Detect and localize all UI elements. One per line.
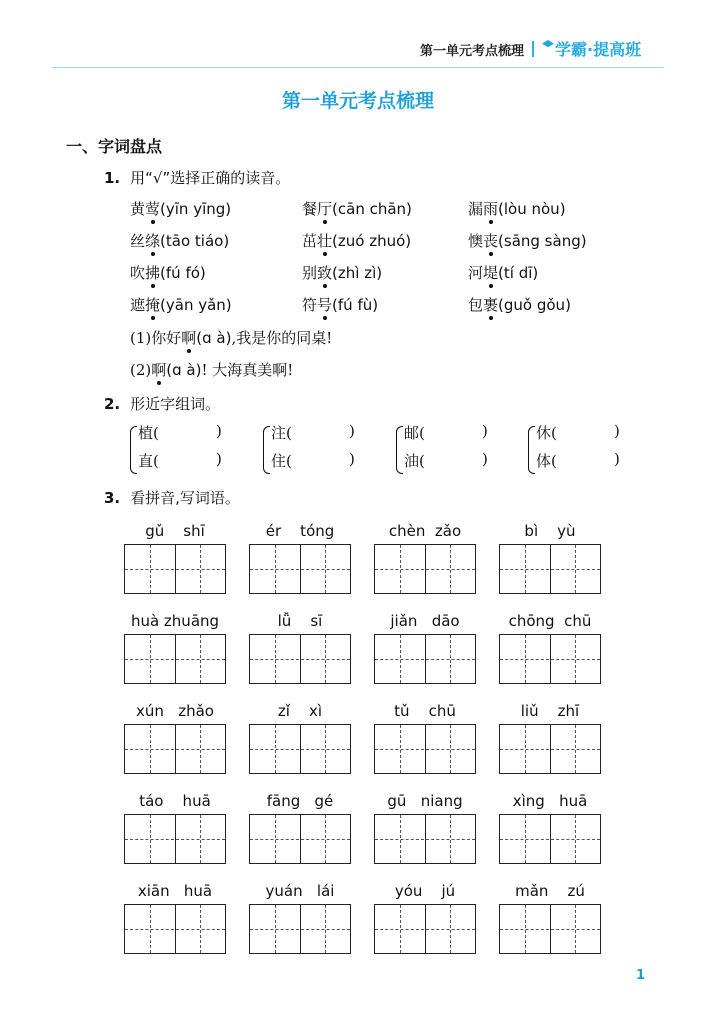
dotted-char: 裹 [483, 296, 499, 314]
pair-blank-b[interactable]: ) [614, 450, 620, 468]
pinyin-options: (lòu nòu) [498, 200, 566, 218]
pinyin-word: xún zhǎo [136, 702, 214, 720]
pinyin-word: mǎn zú [515, 882, 585, 900]
graduation-cap-icon [542, 40, 554, 49]
header-rule [52, 67, 664, 68]
word-char: 黄 [130, 200, 146, 218]
pinyin-word: chèn zǎo [388, 522, 462, 540]
pair-char-a: 邮( [404, 424, 425, 442]
pinyin-options: (guǒ gǒu) [498, 296, 571, 314]
pinyin-options: (zhì zì) [332, 264, 383, 282]
writing-grid[interactable] [499, 634, 601, 684]
pinyin-options: (zuó zhuó) [332, 232, 412, 250]
dotted-char: 丧 [483, 232, 499, 250]
section-heading: 一、字词盘点 [66, 137, 163, 156]
writing-grid[interactable] [249, 904, 351, 954]
reading-row [130, 230, 650, 254]
question-3-text: 看拼音,写词语。 [130, 489, 240, 507]
dotted-char: 莺 [145, 200, 161, 218]
pair-char-b: 体( [536, 452, 557, 470]
brace-icon [396, 426, 403, 474]
pinyin-options: (fú fó) [160, 264, 206, 282]
brace-icon [528, 426, 535, 474]
word-char: 包 [468, 296, 484, 314]
pair-blank-b[interactable]: ) [216, 450, 222, 468]
writing-grid[interactable] [374, 634, 476, 684]
pinyin-options: (sāng sàng) [498, 232, 587, 250]
reading-item [302, 262, 382, 283]
pinyin-options: (tí dī) [498, 264, 539, 282]
reading-item [468, 230, 587, 251]
writing-grid[interactable] [374, 904, 476, 954]
pinyin-word: liǔ zhī [520, 702, 580, 720]
reading-item [130, 198, 231, 219]
pinyin-word: chōng chū [508, 612, 592, 630]
dotted-char: 堤 [483, 264, 499, 282]
sentence-2-pre: (2) [130, 361, 152, 379]
pair-blank-a[interactable]: ) [349, 422, 355, 440]
pair-blank-b[interactable]: ) [482, 450, 488, 468]
pinyin-word: xiān huā [137, 882, 213, 900]
header-separator [532, 41, 534, 57]
reading-item [302, 198, 412, 219]
pinyin-word: zǐ xì [277, 702, 323, 720]
brace-icon [130, 426, 137, 474]
sentence-2-pinyin: (ɑ à) [166, 361, 202, 379]
question-2-text: 形近字组词。 [130, 395, 221, 413]
writing-grid[interactable] [249, 814, 351, 864]
reading-item [302, 230, 411, 251]
writing-grid[interactable] [124, 814, 226, 864]
dotted-char: 号 [317, 296, 333, 314]
dotted-char: 厅 [317, 200, 333, 218]
pinyin-word: yóu jú [394, 882, 456, 900]
word-char: 吹 [130, 264, 146, 282]
pair-blank-a[interactable]: ) [482, 422, 488, 440]
question-1-text: 用“√”选择正确的读音。 [130, 169, 291, 187]
pair-char-a: 注( [271, 424, 292, 442]
dotted-char: 掩 [145, 296, 161, 314]
writing-grid[interactable] [124, 724, 226, 774]
header-unit-title: 第一单元考点梳理 [420, 44, 525, 59]
pinyin-options: (fú fù) [332, 296, 379, 314]
similar-char-pair [263, 424, 363, 476]
sentence-1-pinyin: (ɑ à) [196, 329, 232, 347]
brace-icon [263, 426, 270, 474]
pinyin-word: táo huā [139, 792, 211, 810]
sentence-2-post: ! 大海真美啊! [201, 361, 294, 379]
pinyin-word: jiǎn dāo [390, 612, 460, 630]
writing-grid[interactable] [374, 814, 476, 864]
word-char: 餐 [302, 200, 318, 218]
similar-char-pair [396, 424, 496, 476]
pinyin-word: lǚ sī [277, 612, 323, 630]
reading-item [130, 262, 206, 283]
header-brand-text: 学霸·提高班 [555, 40, 642, 59]
word-char: 懊 [468, 232, 484, 250]
writing-grid[interactable] [499, 724, 601, 774]
pinyin-options: (yīn yīng) [160, 200, 232, 218]
pinyin-word: fāng gé [266, 792, 334, 810]
writing-grid[interactable] [249, 544, 351, 594]
pinyin-options: (tāo tiáo) [160, 232, 230, 250]
pair-char-b: 直( [138, 452, 159, 470]
reading-row [130, 198, 650, 222]
word-char: 遮 [130, 296, 146, 314]
writing-grid[interactable] [249, 634, 351, 684]
pinyin-word: ér tóng [265, 522, 335, 540]
sentence-1 [130, 327, 332, 348]
dotted-char: 绦 [145, 232, 161, 250]
word-char: 丝 [130, 232, 146, 250]
writing-grid[interactable] [124, 544, 226, 594]
pair-char-a: 休( [536, 424, 557, 442]
sentence-1-dotted: 啊 [181, 329, 197, 347]
reading-item [130, 294, 232, 315]
pinyin-word: yuán lái [265, 882, 335, 900]
pinyin-word: xìng huā [512, 792, 588, 810]
pair-blank-a[interactable]: ) [614, 422, 620, 440]
question-3-prompt [104, 487, 240, 508]
pinyin-word: tǔ chū [394, 702, 456, 720]
sentence-1-pre: (1)你好 [130, 329, 182, 347]
question-2-number: 2. [104, 395, 121, 413]
writing-grid[interactable] [124, 634, 226, 684]
pinyin-word: huà zhuāng [130, 612, 220, 630]
pinyin-options: (yān yǎn) [160, 296, 232, 314]
writing-grid[interactable] [249, 724, 351, 774]
pair-char-b: 油( [404, 452, 425, 470]
reading-item [302, 294, 378, 315]
reading-item [130, 230, 229, 251]
pair-blank-a[interactable]: ) [216, 422, 222, 440]
word-char: 茁 [302, 232, 318, 250]
word-char: 符 [302, 296, 318, 314]
writing-grid[interactable] [499, 814, 601, 864]
question-3-number: 3. [104, 489, 121, 507]
word-char: 河 [468, 264, 484, 282]
header-brand [542, 37, 641, 60]
page-number: 1 [636, 968, 646, 983]
writing-grid[interactable] [499, 544, 601, 594]
dotted-char: 雨 [483, 200, 499, 218]
dotted-char: 致 [317, 264, 333, 282]
question-1-prompt [104, 167, 290, 188]
page-title: 第一单元考点梳理 [281, 90, 434, 112]
reading-row [130, 262, 650, 286]
question-1-number: 1. [104, 169, 121, 187]
similar-char-pair [528, 424, 628, 476]
sentence-2 [130, 359, 293, 380]
question-2-prompt [104, 393, 220, 414]
pair-blank-b[interactable]: ) [349, 450, 355, 468]
dotted-char: 壮 [317, 232, 333, 250]
writing-grid[interactable] [374, 724, 476, 774]
pinyin-word: gū niang [387, 792, 463, 810]
reading-item [468, 198, 566, 219]
similar-char-pair [130, 424, 230, 476]
word-char: 漏 [468, 200, 484, 218]
pair-char-a: 植( [138, 424, 159, 442]
sentence-1-post: ,我是你的同桌! [231, 329, 333, 347]
reading-row [130, 294, 650, 318]
pair-char-b: 住( [271, 452, 292, 470]
writing-grid[interactable] [124, 904, 226, 954]
word-char: 别 [302, 264, 318, 282]
pinyin-word: gǔ shī [145, 522, 205, 540]
reading-item [468, 294, 571, 315]
pinyin-options: (cān chān) [332, 200, 412, 218]
writing-grid[interactable] [374, 544, 476, 594]
dotted-char: 拂 [145, 264, 161, 282]
reading-item [468, 262, 538, 283]
writing-grid[interactable] [499, 904, 601, 954]
sentence-2-dotted: 啊 [151, 361, 167, 379]
pinyin-word: bì yù [524, 522, 576, 540]
